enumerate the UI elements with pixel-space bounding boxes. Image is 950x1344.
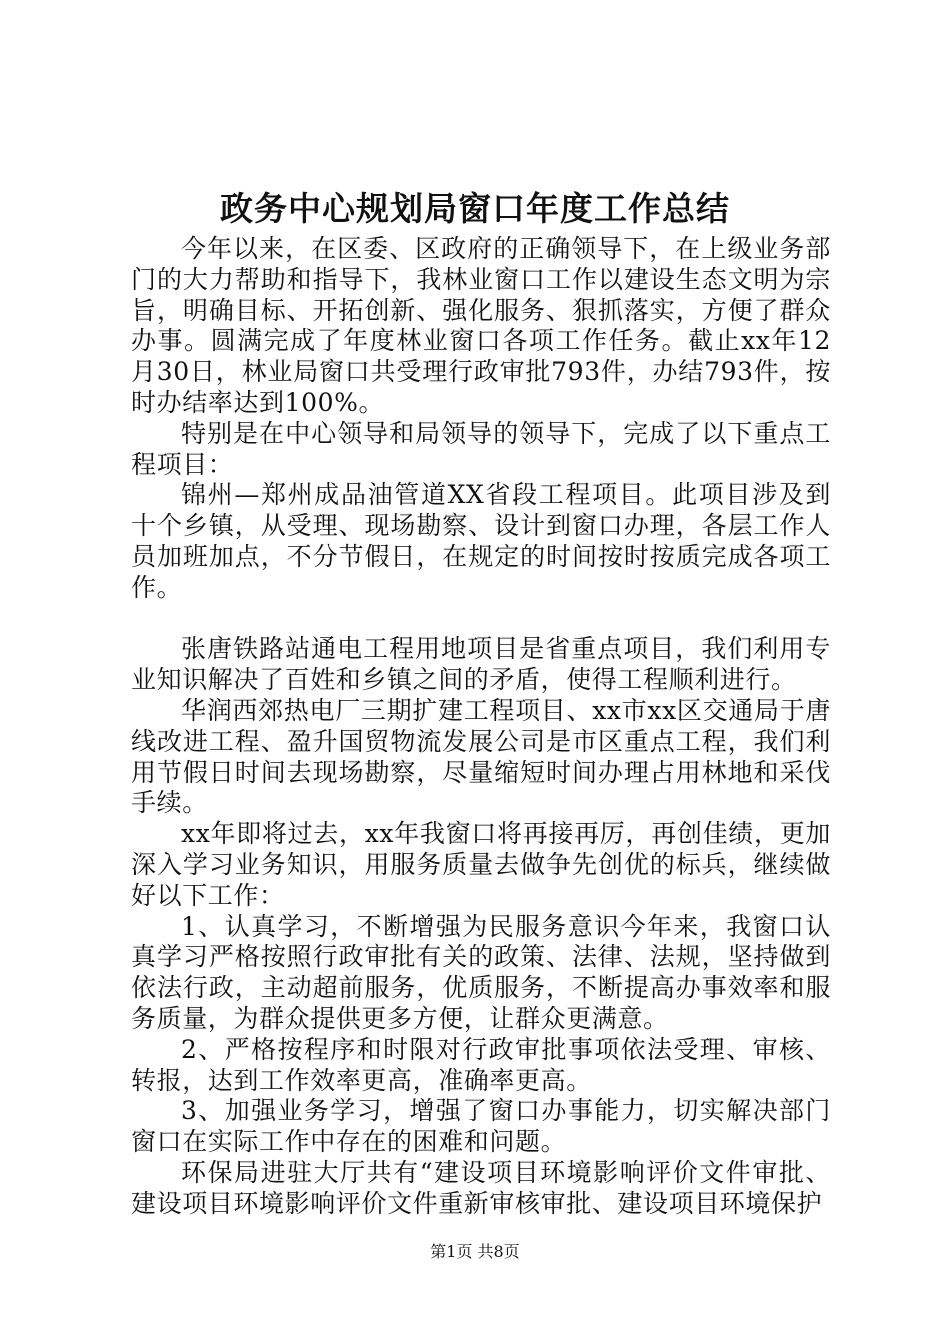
paragraph-next-year: xx年即将过去，xx年我窗口将再接再厉，再创佳绩，更加深入学习业务知识，用服务质量去做争先创优的标兵，继续做好以下工作： bbox=[131, 819, 831, 910]
paragraph-railway-project: 张唐铁路站通电工程用地项目是省重点项目，我们利用专业知识解决了百姓和乡镇之间的矛盾，使得工程顺利进行。 bbox=[131, 634, 831, 695]
paragraph-intro: 今年以来，在区委、区政府的正确领导下，在上级业务部门的大力帮助和指导下，我林业窗口工作以建设生态文明为宗旨，明确目标、开拓创新、强化服务、狠抓落实，方便了群众办事。圆满完成了年度林业窗口各项工作任务。截止xx年12月30日，林业局窗口共受理行政审批793件，办结793件，按时办结率达到100%。 bbox=[131, 234, 831, 417]
paragraph-item-3: 3、加强业务学习，增强了窗口办事能力，切实解决部门窗口在实际工作中存在的困难和问题。 bbox=[131, 1096, 831, 1157]
paragraph-pipeline-project: 锦州—郑州成品油管道XX省段工程项目。此项目涉及到十个乡镇，从受理、现场勘察、设计到窗口办理，各层工作人员加班加点，不分节假日，在规定的时间按时按质完成各项工作。 bbox=[131, 480, 831, 602]
paragraph-environment-bureau: 环保局进驻大厅共有“建设项目环境影响评价文件审批、建设项目环境影响评价文件重新审核审批、建设项目环境保护 bbox=[131, 1157, 831, 1218]
paragraph-power-plant-project: 华润西郊热电厂三期扩建工程项目、xx市xx区交通局于唐线改进工程、盈升国贸物流发展公司是市区重点工程，我们利用节假日时间去现场勘察，尽量缩短时间办理占用林地和采伐手续。 bbox=[131, 695, 831, 818]
document-body bbox=[131, 234, 831, 1220]
page-number: 第1页 共8页 bbox=[430, 1242, 520, 1261]
paragraph-item-2: 2、严格按程序和时限对行政审批事项依法受理、审核、转报，达到工作效率更高，准确率更高。 bbox=[131, 1034, 831, 1095]
page-title: 政务中心规划局窗口年度工作总结 bbox=[220, 189, 730, 228]
paragraph-item-1: 1、认真学习，不断增强为民服务意识今年来，我窗口认真学习严格按照行政审批有关的政策、法律、法规，坚持做到依法行政，主动超前服务，优质服务，不断提高办事效率和服务质量，为群众提供更多方便，让群众更满意。 bbox=[131, 911, 831, 1033]
paragraph-gap bbox=[131, 604, 831, 635]
paragraph-key-projects: 特别是在中心领导和局领导的领导下，完成了以下重点工程项目： bbox=[131, 418, 831, 479]
